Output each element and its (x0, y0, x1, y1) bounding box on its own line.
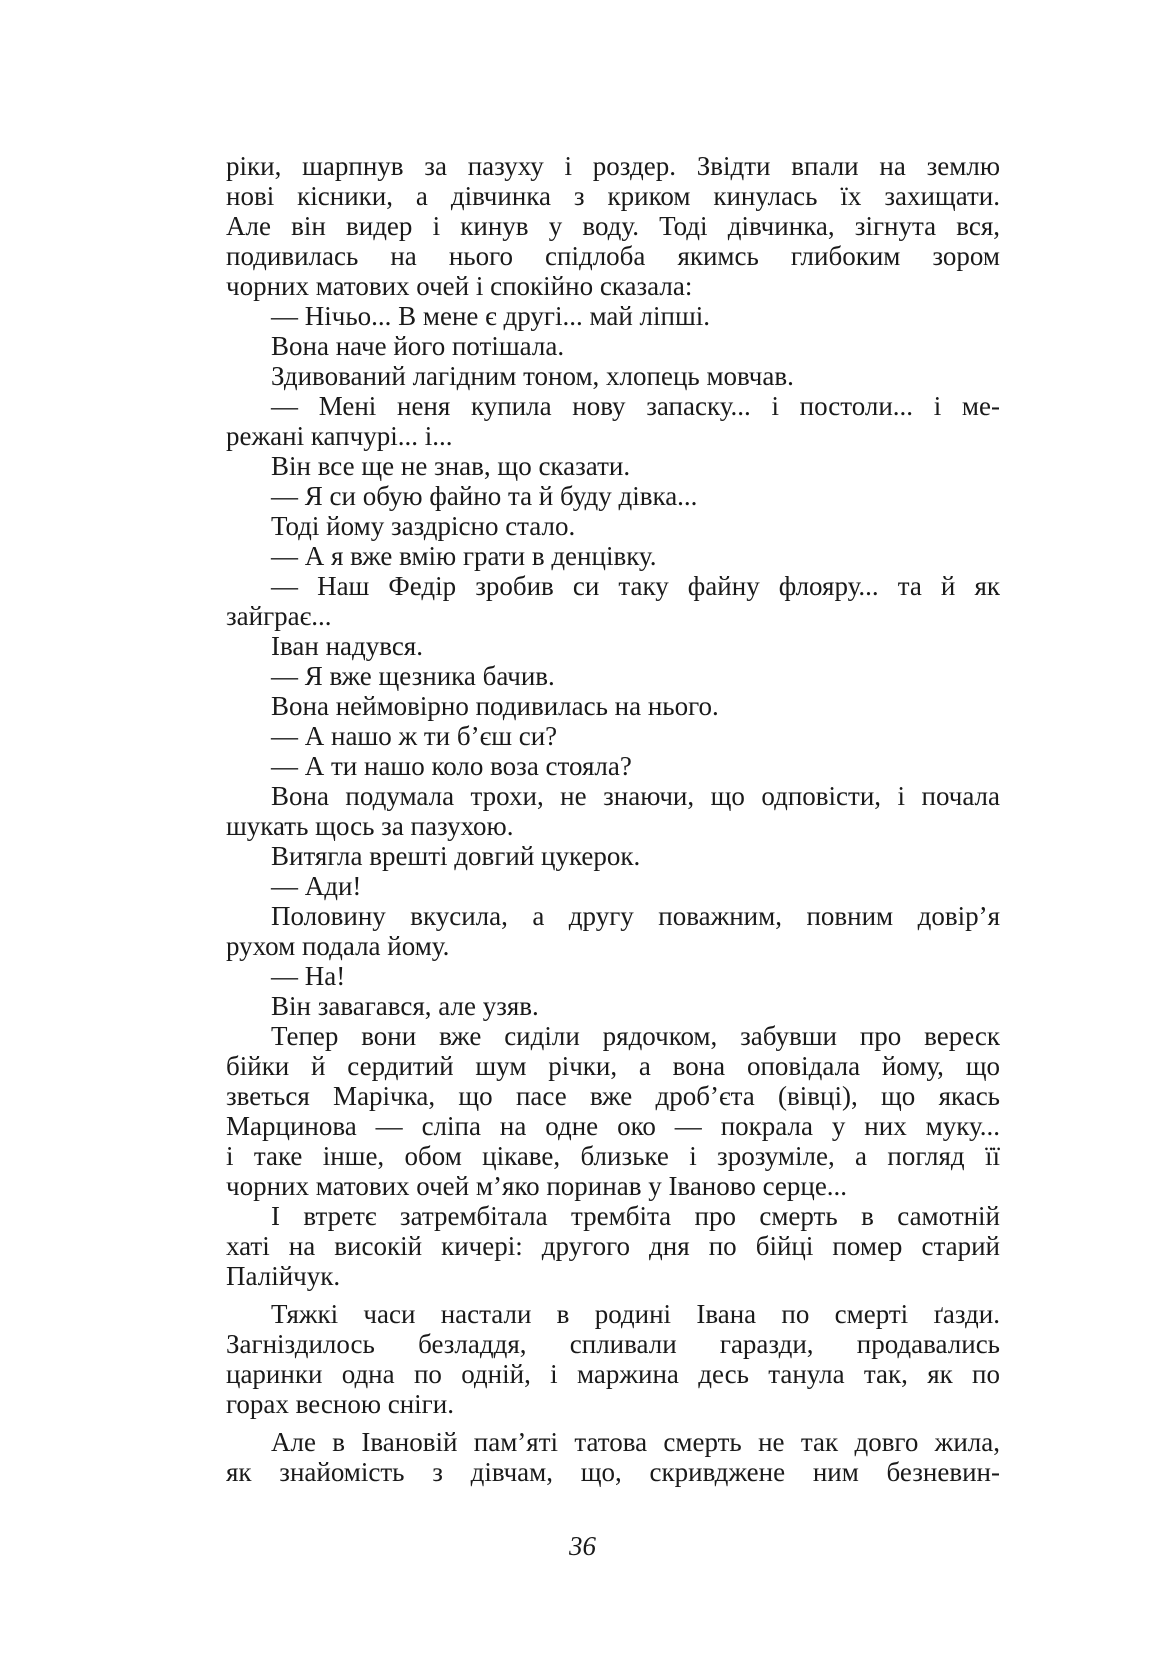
text-line: Вона неймовірно подивилась на нього. (271, 691, 719, 721)
dialogue-line: — Мені неня купила нову запаску... і постоли... і ме- (271, 391, 1000, 421)
dialogue-line: — Я си обую файно та й буду дівка... (271, 481, 698, 511)
text-line: Вона наче його потішала. (271, 331, 565, 361)
dialogue-line: — Я вже щезника бачив. (271, 661, 555, 691)
text-line: Але в Івановій пам’яті татова смерть не так довго жила, (271, 1427, 1000, 1457)
paragraph-gap (226, 1419, 1000, 1427)
text-line: бійки й сердитий шум річки, а вона оповідала йому, що (226, 1051, 1000, 1081)
dialogue-line: — Нічьо... В мене є другі... май ліпші. (271, 301, 711, 331)
text-line: зветься Марічка, що пасе вже дроб’єта (вівці), що якась (226, 1081, 1000, 1111)
text-line: рухом подала йому. (226, 931, 450, 961)
text-line: ріки, шарпнув за пазуху і роздер. Звідти впали на землю (226, 151, 1000, 181)
text-line: Тепер вони вже сиділи рядочком, забувши про вереск (271, 1021, 1000, 1051)
text-line: хаті на високій кичері: другого дня по бійці помер старий (226, 1231, 1000, 1261)
text-line: Він завагався, але узяв. (271, 991, 539, 1021)
dialogue-line: — А ти нашо коло воза стояла? (271, 751, 632, 781)
text-line: горах весною сніги. (226, 1389, 454, 1419)
text-line: Тоді йому заздрісно стало. (271, 511, 576, 541)
text-line: Він все ще не знав, що сказати. (271, 451, 631, 481)
text-line: Палійчук. (226, 1261, 341, 1291)
dialogue-line: — Наш Федір зробив си таку файну флояру... та й як (271, 571, 1000, 601)
text-line: Марцинова — сліпа на одне око — покрала у них муку... (226, 1111, 1000, 1141)
text-line: і таке інше, обом цікаве, близьке і зрозуміле, а погляд її (226, 1141, 1000, 1171)
text-line: як знайомість з дівчам, що, скривджене ним безневин- (226, 1457, 1000, 1487)
text-line: подивилась на нього спідлоба якимсь глибоким зором (226, 241, 1000, 271)
text-line: чорних матових очей м’яко поринав у Іваново серце... (226, 1171, 848, 1201)
paragraph-gap (226, 1291, 1000, 1299)
dialogue-line: — Ади! (271, 871, 362, 901)
text-line: шукать щось за пазухою. (226, 811, 514, 841)
text-line: Іван надувся. (271, 631, 423, 661)
body-text (226, 151, 1000, 1487)
text-line: Загніздилось безладдя, спливали гаразди, продавались (226, 1329, 1000, 1359)
text-line: Тяжкі часи настали в родині Івана по смерті ґазди. (271, 1299, 1000, 1329)
text-line: Здивований лагідним тоном, хлопець мовчав. (271, 361, 794, 391)
page-number: 36 (569, 1531, 596, 1561)
text-line: Витягла врешті довгий цукерок. (271, 841, 641, 871)
dialogue-line: — А нашо ж ти б’єш си? (271, 721, 558, 751)
text-line: нові кісники, а дівчинка з криком кинулась їх захищати. (226, 181, 1000, 211)
text-line: царинки одна по одній, і маржина десь танула так, як по (226, 1359, 1000, 1389)
dialogue-line: — На! (271, 961, 346, 991)
text-line: Вона подумала трохи, не знаючи, що одповісти, і почала (271, 781, 1000, 811)
text-line: Половину вкусила, а другу поважним, повним довір’я (271, 901, 1000, 931)
text-line: режані капчурі... і... (226, 421, 453, 451)
text-line: зайграє... (226, 601, 332, 631)
dialogue-line: — А я вже вмію грати в денцівку. (271, 541, 657, 571)
text-line: Але він видер і кинув у воду. Тоді дівчинка, зігнута вся, (226, 211, 1000, 241)
text-line: І втретє затрембітала трембіта про смерть в самотній (271, 1201, 1000, 1231)
text-line: чорних матових очей і спокійно сказала: (226, 271, 693, 301)
